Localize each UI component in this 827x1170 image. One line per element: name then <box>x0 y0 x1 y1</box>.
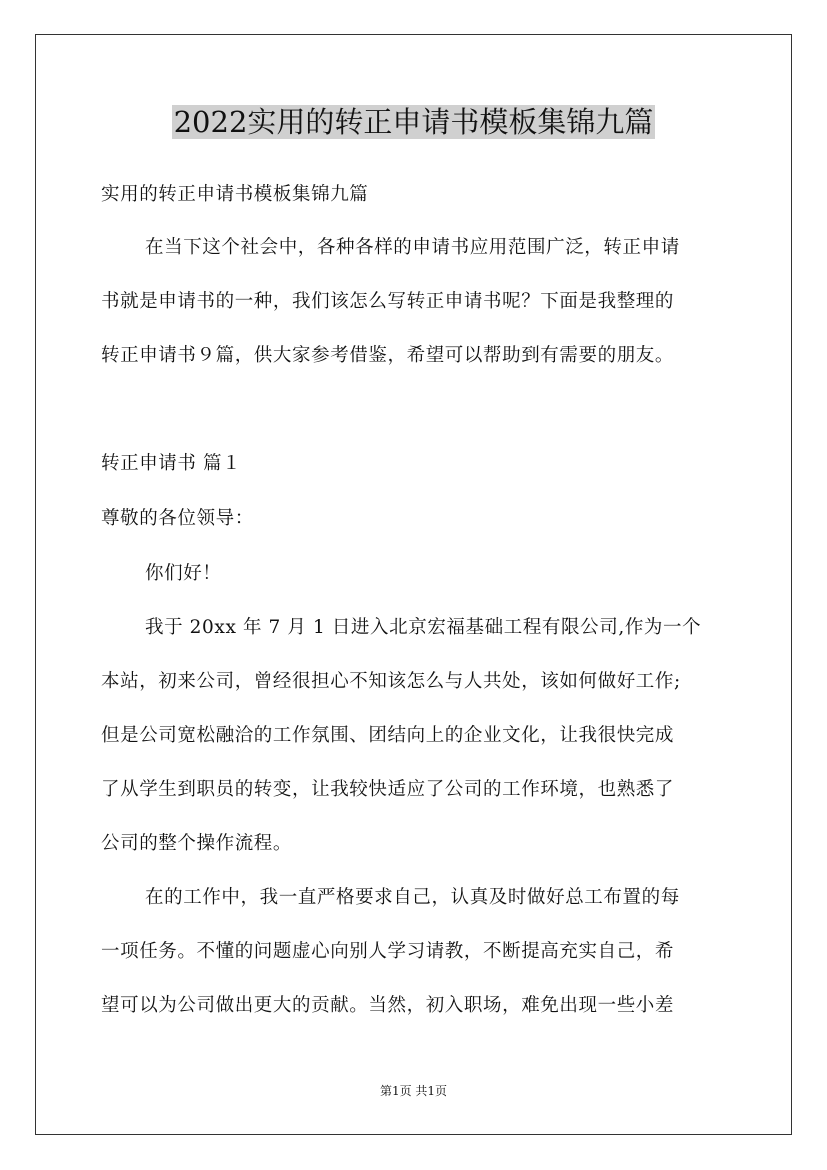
paragraph1-line-3: 但是公司宽松融洽的工作氛围、团结向上的企业文化，让我很快完成 <box>101 725 675 746</box>
paragraph1-line-2: 本站，初来公司，曾经很担心不知该怎么与人共处，该如何做好工作; <box>101 671 681 692</box>
greeting: 你们好！ <box>145 563 222 584</box>
paragraph2-line-1: 在的工作中，我一直严格要求自己，认真及时做好总工布置的每 <box>145 887 680 908</box>
intro-line-2: 书就是申请书的一种，我们该怎么写转正申请书呢？下面是我整理的 <box>101 291 675 312</box>
document-subtitle: 实用的转正申请书模板集锦九篇 <box>101 184 369 205</box>
intro-line-3: 转正申请书９篇，供大家参考借鉴，希望可以帮助到有需要的朋友。 <box>101 345 675 366</box>
intro-line-1: 在当下这个社会中，各种各样的申请书应用范围广泛，转正申请 <box>145 237 680 258</box>
document-title <box>0 102 827 142</box>
paragraph2-line-3: 望可以为公司做出更大的贡献。当然，初入职场，难免出现一些小差 <box>101 995 675 1016</box>
paragraph1-line-5: 公司的整个操作流程。 <box>101 833 293 854</box>
salutation: 尊敬的各位领导： <box>101 508 254 529</box>
paragraph2-line-2: 一项任务。不懂的问题虚心向别人学习请教，不断提高充实自己，希 <box>101 941 675 962</box>
paragraph1-line-4: 了从学生到职员的转变，让我较快适应了公司的工作环境，也熟悉了 <box>101 779 675 800</box>
document-title-text: 2022实用的转正申请书模板集锦九篇 <box>173 105 654 139</box>
section-heading: 转正申请书 篇１ <box>101 453 242 474</box>
paragraph1-line-1: 我于 20xx 年 7 月 1 日进入北京宏福基础工程有限公司,作为一个 <box>145 617 702 638</box>
page-number-footer: 第1页 共1页 <box>379 1084 448 1098</box>
